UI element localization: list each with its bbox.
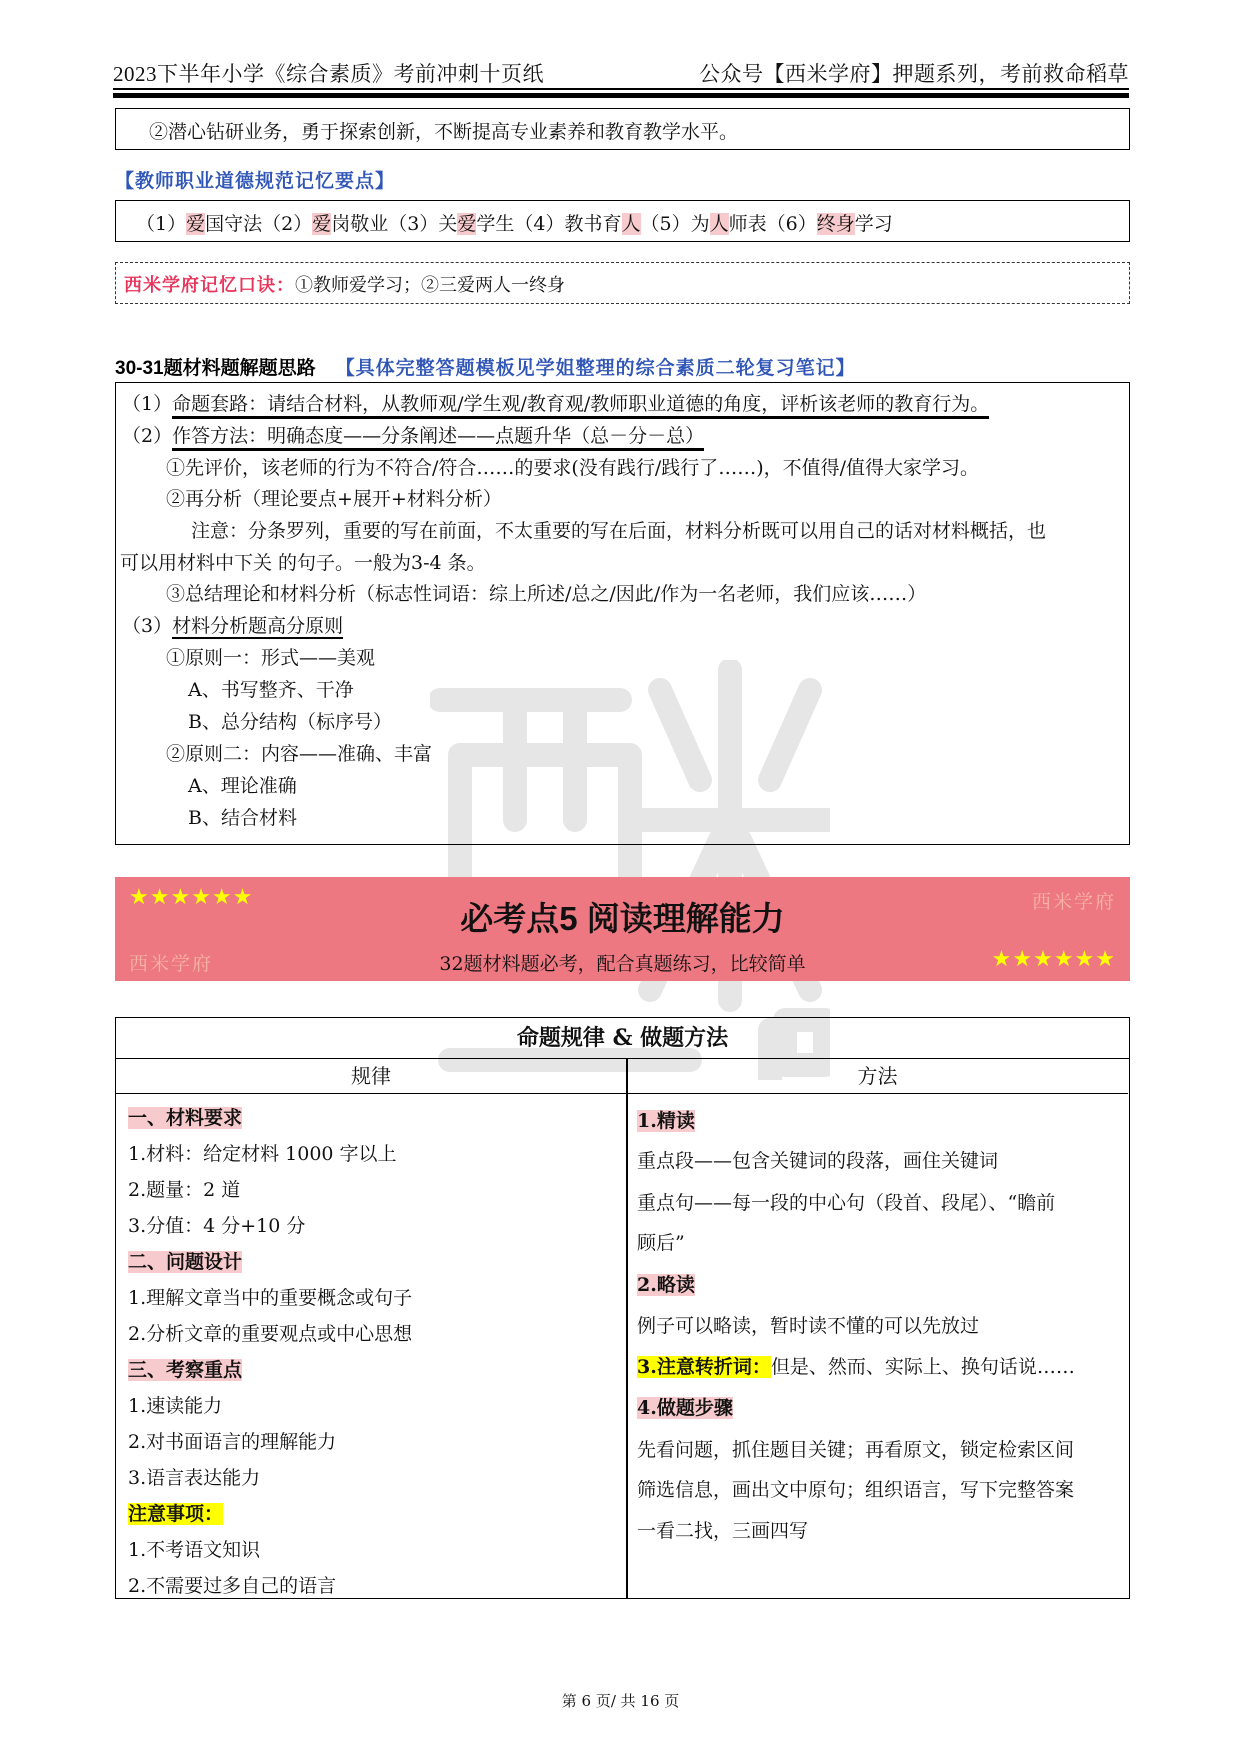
method-line: B、结合材料 <box>188 807 297 829</box>
table-cell-line: 一、材料要求 <box>128 1107 243 1129</box>
table-cell-line: 三、考察重点 <box>128 1359 243 1381</box>
header-rule-thin <box>113 88 1129 90</box>
table-cell-line: 3.语言表达能力 <box>128 1467 261 1489</box>
method-line: ②原则二：内容——准确、丰富 <box>166 743 433 765</box>
table-cell-line: 2.分析文章的重要观点或中心思想 <box>128 1323 413 1345</box>
header-doc-title: 2023下半年小学《综合素质》考前冲刺十页纸 <box>113 62 544 86</box>
method-section-heading <box>115 353 856 380</box>
mnemonic-label: 西米学府记忆口诀： <box>124 275 295 296</box>
method-line: （3）材料分析题高分原则 <box>122 615 344 637</box>
ethics-item: （4）教书育人 <box>514 213 641 235</box>
table-cell-line: 4.做题步骤 <box>637 1397 733 1419</box>
column-divider <box>626 1059 628 1598</box>
ethics-section-title: 【教师职业道德规范记忆要点】 <box>115 170 396 192</box>
table-cell-line: 1.材料：给定材料 1000 字以上 <box>128 1143 397 1165</box>
star-rating-icon: ★★★★★★ <box>129 885 254 910</box>
header-rule-thick <box>113 93 1129 98</box>
ethics-item: （2）爱岗敬业 <box>262 213 389 235</box>
method-line: A、书写整齐、干净 <box>188 679 354 701</box>
method-line: （2）作答方法：明确态度——分条阐述——点题升华（总－分－总） <box>122 421 704 448</box>
ethics-item: （3）关爱学生 <box>388 213 515 235</box>
table-cell-line: 2.题量：2 道 <box>128 1179 241 1201</box>
table-cell-line: 2.对书面语言的理解能力 <box>128 1431 337 1453</box>
banner-brand-right: 西米学府 <box>1031 891 1116 913</box>
column-header-rules: 规律 <box>116 1059 626 1094</box>
mnemonic-text: ①教师爱学习；②三爱两人一终身 <box>295 275 565 296</box>
method-section-note: 【具体完整答题模板见学姐整理的综合素质二轮复习笔记】 <box>335 357 856 379</box>
table-cell-line: 重点段——包含关键词的段落，画住关键词 <box>637 1150 999 1172</box>
ethics-item: （5）为人师表 <box>640 213 767 235</box>
key-point-banner <box>115 877 1130 981</box>
table-cell-line: 2.不需要过多自己的语言 <box>128 1575 337 1597</box>
method-line: ②再分析（理论要点+展开+材料分析） <box>166 488 502 510</box>
ethics-item: （1）爱国守法 <box>136 213 263 235</box>
method-line: B、总分结构（标序号） <box>188 711 392 733</box>
method-box <box>115 382 1130 845</box>
table-cell-line: 一看二找，三画四写 <box>637 1520 809 1542</box>
method-line: ①先评价，该老师的行为不符合/符合……的要求(没有践行/践行了……)，不值得/值得大家学习。 <box>166 457 980 479</box>
method-line: 可以用材料中下关 的句子。一般为3-4 条。 <box>120 552 486 574</box>
continuation-text: ②潜心钻研业务，勇于探索创新，不断提高专业素养和教育教学水平。 <box>149 121 739 143</box>
table-cell-line: 1.精读 <box>637 1110 695 1132</box>
banner-title: 必考点5 阅读理解能力 <box>460 900 785 937</box>
table-cell-line: 二、问题设计 <box>128 1251 243 1273</box>
ethics-items-box <box>115 200 1130 242</box>
table-cell-line: 1.速读能力 <box>128 1395 223 1417</box>
method-line: 注意：分条罗列，重要的写在前面，不太重要的写在后面，材料分析既可以用自己的话对材料概括，也 <box>191 520 1047 542</box>
mnemonic-box <box>115 262 1130 304</box>
table-cell-line: 注意事项： <box>128 1503 224 1525</box>
table-cell-line: 顾后” <box>637 1232 685 1254</box>
method-line: ①原则一：形式——美观 <box>166 647 376 669</box>
rules-methods-table <box>115 1017 1130 1599</box>
star-rating-icon: ★★★★★★ <box>991 947 1116 972</box>
table-cell-line: 1.不考语文知识 <box>128 1539 261 1561</box>
banner-subtitle: 32题材料题必考，配合真题练习，比较简单 <box>439 953 806 975</box>
table-cell-line: 2.略读 <box>637 1274 695 1296</box>
banner-brand-left: 西米学府 <box>129 953 214 975</box>
table-cell-line: 筛选信息，画出文中原句；组织语言，写下完整答案 <box>637 1479 1075 1501</box>
method-line: （1）命题套路：请结合材料，从教师观/学生观/教育观/教师职业道德的角度，评析该老师的教育行为。 <box>122 389 989 416</box>
table-caption: 命题规律 & 做题方法 <box>116 1018 1129 1059</box>
table-cell-line: 先看问题，抓住题目关键；再看原文，锁定检索区间 <box>637 1439 1075 1461</box>
column-header-methods: 方法 <box>627 1059 1128 1094</box>
page-header <box>113 54 1129 88</box>
page-number: 第 6 页/ 共 16 页 <box>561 1692 680 1710</box>
table-cell-line: 重点句——每一段的中心句（段首、段尾）、“瞻前 <box>637 1192 1056 1214</box>
table-cell-line: 例子可以略读，暂时读不懂的可以先放过 <box>637 1315 980 1337</box>
table-cell-line: 3.分值：4 分+10 分 <box>128 1215 306 1237</box>
method-line: A、理论准确 <box>188 775 297 797</box>
header-slogan: 公众号【西米学府】押题系列，考前救命稻草 <box>699 62 1129 86</box>
method-section-title: 30-31题材料题解题思路 <box>115 358 316 379</box>
ethics-item: （6）终身学习 <box>766 213 893 235</box>
continuation-box <box>115 108 1130 150</box>
table-cell-line: 3.注意转折词：但是、然而、实际上、换句话说…… <box>637 1356 1075 1378</box>
method-line: ③总结理论和材料分析（标志性词语：综上所述/总之/因此/作为一名老师，我们应该……） <box>166 583 927 605</box>
table-cell-line: 1.理解文章当中的重要概念或句子 <box>128 1287 413 1309</box>
